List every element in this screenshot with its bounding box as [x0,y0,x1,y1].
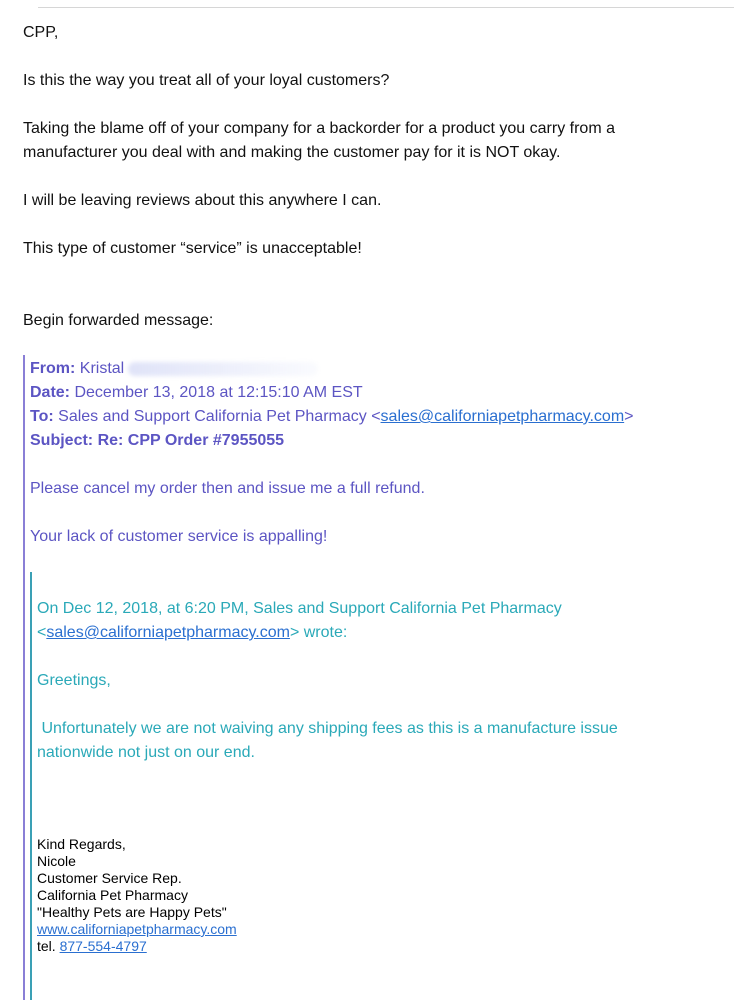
to-label: To: [30,408,54,425]
header-from [30,357,318,381]
paragraph-unacceptable: This type of customer “service” is unacceptable! [23,240,362,257]
signature-phone [37,938,237,955]
forwarded-line-appalling: Your lack of customer service is appalling! [30,528,328,545]
reply-header-line1: On Dec 12, 2018, at 6:20 PM, Sales and Support California Pet Pharmacy [37,600,562,617]
reply-header-suffix: > wrote: [289,624,348,641]
subject-label: Subject: [30,432,94,449]
top-divider [38,7,734,8]
signature-website-link[interactable]: www.californiapetpharmacy.com [37,921,237,937]
reply-email-link[interactable]: sales@californiapetpharmacy.com [46,624,290,641]
signature-phone-link[interactable]: 877-554-4797 [59,938,147,954]
to-value: Sales and Support California Pet Pharmacy < [58,408,381,425]
date-label: Date: [30,384,71,401]
to-value-suffix: > [624,408,634,425]
from-value: Kristal [79,360,125,377]
signature-slogan: "Healthy Pets are Happy Pets" [37,904,227,920]
subject-value: Re: CPP Order #7955055 [97,432,285,449]
signature-title: Customer Service Rep. [37,870,182,886]
signature-name: Nicole [37,853,76,869]
reply-header-line2 [37,621,347,645]
header-date [30,381,363,405]
reply-body-line2: nationwide not just on our end. [37,744,255,761]
reply-body-line1: Unfortunately we are not waiving any shipping fees as this is a manufacture issue [37,720,618,737]
paragraph-reviews: I will be leaving reviews about this anywhere I can. [23,192,382,209]
signature-company: California Pet Pharmacy [37,887,188,903]
paragraph-backorder-line2: manufacturer you deal with and making the customer pay for it is NOT okay. [23,144,561,161]
signature-closing: Kind Regards, [37,836,126,852]
from-label: From: [30,360,76,377]
reply-greeting: Greetings, [37,672,111,689]
quote-bar-level1 [23,355,25,1000]
tel-label: tel. [37,938,56,954]
header-subject [30,429,284,453]
paragraph-backorder-line1: Taking the blame off of your company for a backorder for a product you carry from a [23,120,615,137]
redacted-email [128,362,318,376]
paragraph-loyal-customers: Is this the way you treat all of your loyal customers? [23,72,390,89]
to-email-link[interactable]: sales@californiapetpharmacy.com [380,408,625,425]
date-value: December 13, 2018 at 12:15:10 AM EST [74,384,363,401]
signature-block [37,836,237,955]
quote-bar-level2 [30,572,32,1000]
forward-intro: Begin forwarded message: [23,312,214,329]
reply-header-prefix: < [37,624,47,641]
header-to [30,405,634,429]
forwarded-line-refund: Please cancel my order then and issue me a full refund. [30,480,425,497]
salutation: CPP, [23,24,59,41]
